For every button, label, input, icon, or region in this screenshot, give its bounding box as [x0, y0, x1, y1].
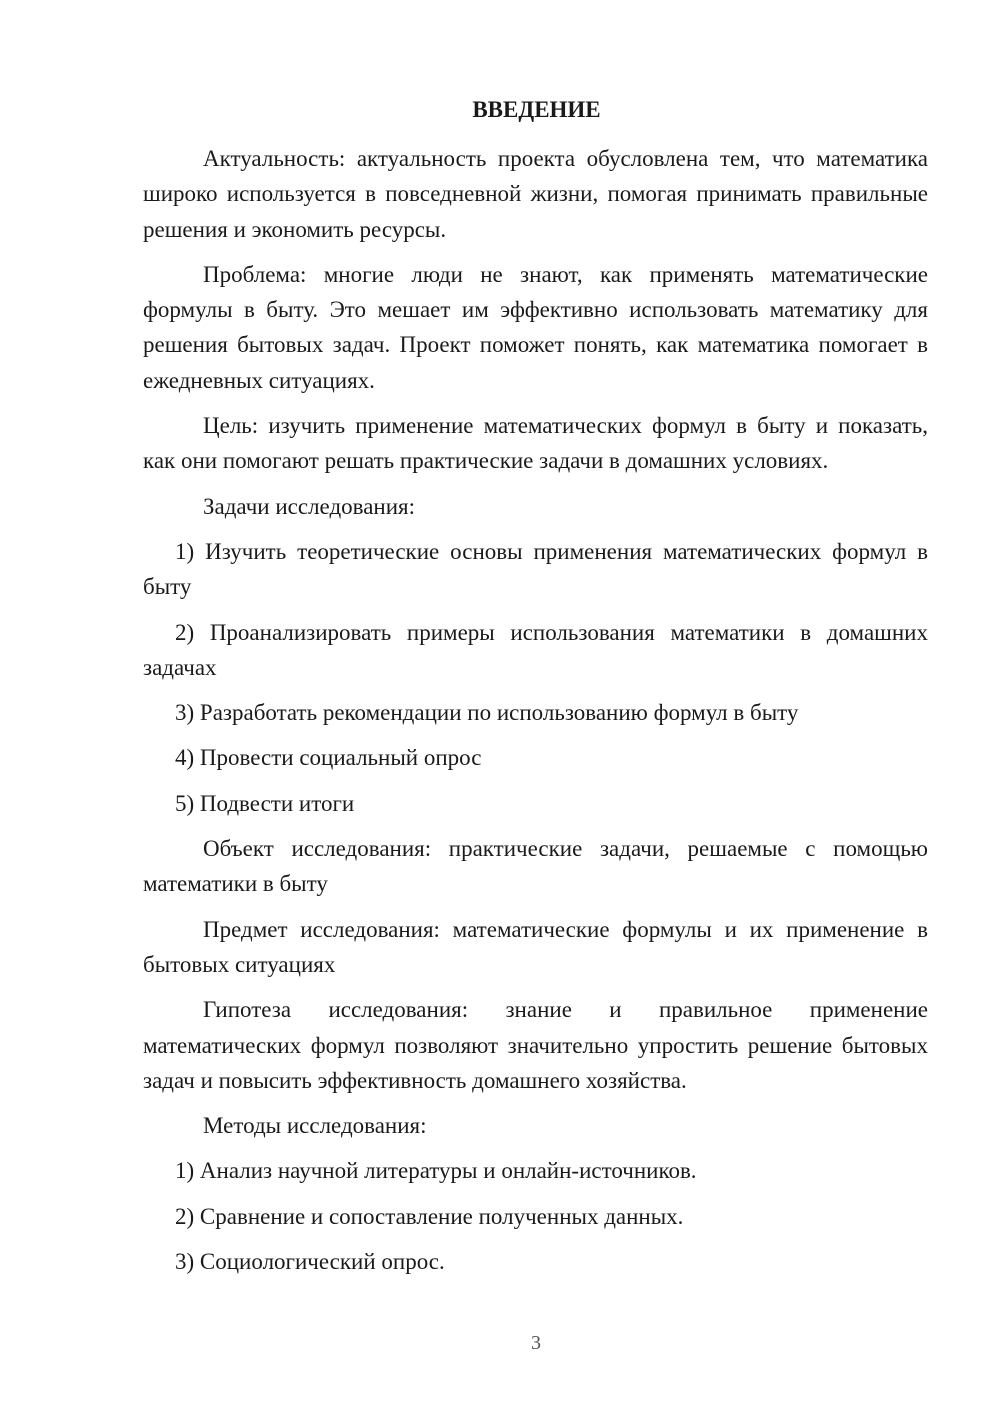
- task-item: 1) Изучить теоретические основы применения математических формул в быту: [143, 538, 928, 600]
- section-title: ВВЕДЕНИЕ: [472, 97, 601, 122]
- task-item: 5) Подвести итоги: [175, 790, 355, 816]
- method-item: 2) Сравнение и сопоставление полученных данных.: [175, 1203, 684, 1229]
- document-page: [143, 92, 928, 1289]
- method-item: 1) Анализ научной литературы и онлайн-источников.: [175, 1158, 697, 1184]
- tasks-heading: Задачи исследования:: [203, 493, 416, 519]
- method-item: 3) Социологический опрос.: [175, 1249, 445, 1275]
- task-item: 3) Разработать рекомендации по использованию формул в быту: [175, 700, 799, 726]
- goal-paragraph: Цель: изучить применение математических формул в быту и показать, как они помогают решать практические задачи в домашних условиях.: [143, 413, 928, 474]
- page-number: 3: [531, 1332, 541, 1354]
- problem-paragraph: Проблема: многие люди не знают, как применять математические формулы в быту. Это мешает им эффективно использовать математику для решения бытовых задач. Проект поможет понять, как математика помогает в ежедневных ситуациях.: [143, 261, 928, 393]
- hypothesis-paragraph: Гипотеза исследования: знание и правильное применение математических формул позволяют значительно упростить решение бытовых задач и повысить эффективность домашнего хозяйства.: [143, 997, 928, 1093]
- task-item: 2) Проанализировать примеры использования математики в домашних задачах: [143, 619, 928, 680]
- object-paragraph: Объект исследования: практические задачи, решаемые с помощью математики в быту: [143, 836, 928, 897]
- relevance-paragraph: Актуальность: актуальность проекта обусловлена тем, что математика широко используется в повседневной жизни, помогая принимать правильные решения и экономить ресурсы.: [143, 146, 928, 242]
- methods-heading: Методы исследования:: [203, 1113, 427, 1139]
- subject-paragraph: Предмет исследования: математические формулы и их применение в бытовых ситуациях: [143, 916, 928, 977]
- task-item: 4) Провести социальный опрос: [175, 745, 482, 771]
